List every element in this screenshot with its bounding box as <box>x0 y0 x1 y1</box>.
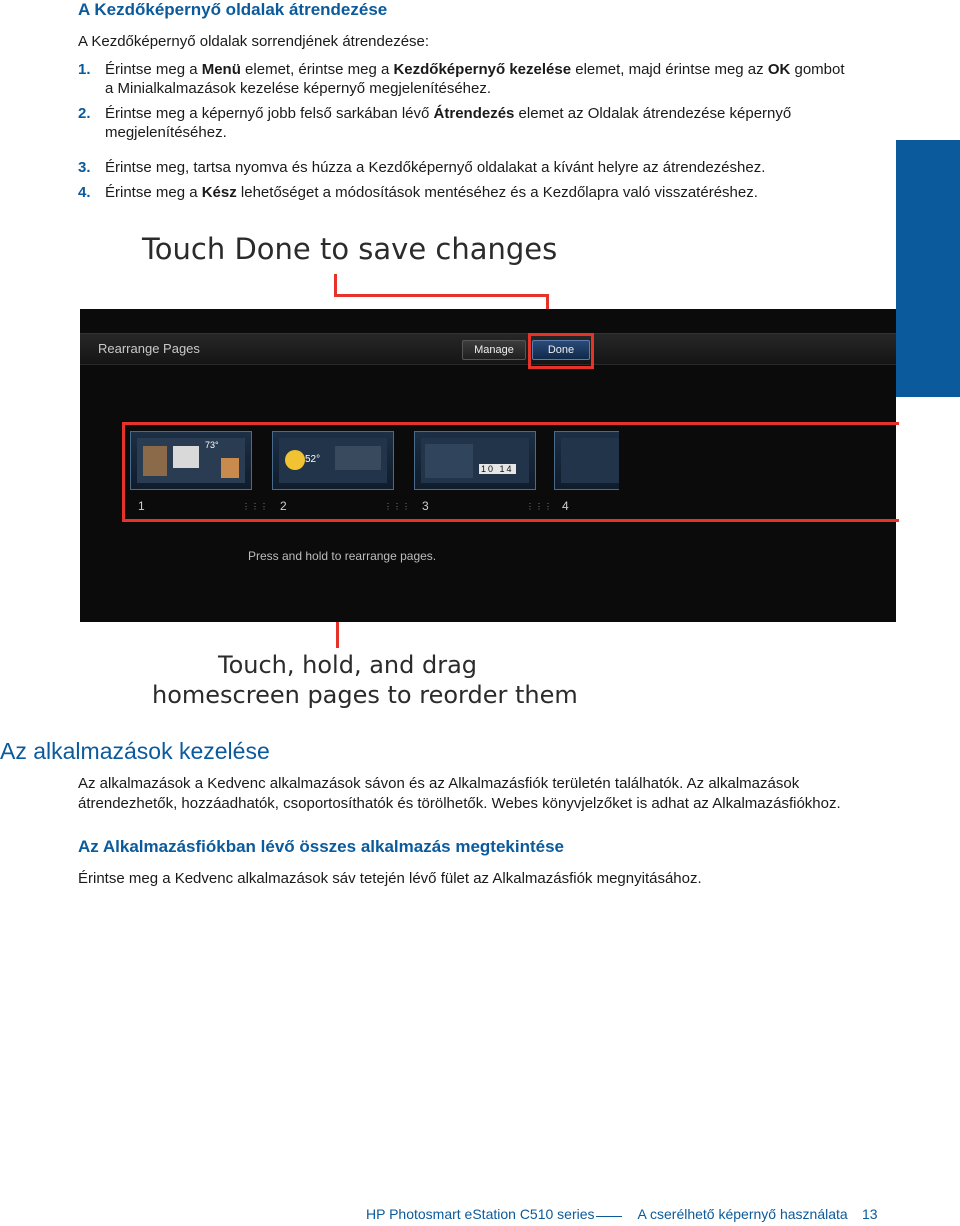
apps-paragraph: Az alkalmazások a Kedvenc alkalmazások sávon és az Alkalmazásfiók területén találhatók. Az alkalmazások átrendezhetők, hozzáadhatók, csoportosíthatók és törölhetők. Webes könyvjelzőket is adhat az Alkalmazásfiókhoz. <box>78 775 841 812</box>
page-number: 1 <box>138 499 145 513</box>
footer-dash <box>596 1216 622 1217</box>
calendar-widget <box>425 444 473 478</box>
screen-top-bar <box>80 333 896 365</box>
homescreen-page-4[interactable] <box>554 431 619 490</box>
apps-paragraph-2: Érintse meg a Kedvenc alkalmazások sáv tetején lévő fület az Alkalmazásfiók megnyitásához. <box>78 870 702 887</box>
page-number: 4 <box>562 499 569 513</box>
step-number: 4. <box>78 184 91 201</box>
clock-widget: 10 14 <box>481 464 514 474</box>
done-button[interactable]: Done <box>532 340 590 360</box>
sun-icon <box>285 450 305 470</box>
widget-thumb <box>335 446 381 470</box>
chapter-side-tab <box>896 140 960 397</box>
widget-thumb <box>173 446 199 468</box>
page-number: 13 <box>862 1206 878 1222</box>
step-text: Érintse meg a Menü elemet, érintse meg a Kezdőképernyő kezelése elemet, majd érintse meg az OK gombot a Minialkalmazások kezelése képernyő megjelenítéséhez. <box>105 61 845 97</box>
figure-bottom-caption-2: homescreen pages to reorder them <box>152 681 578 709</box>
widget-thumb <box>143 446 167 476</box>
callout-line <box>334 294 548 297</box>
rearrange-hint: Press and hold to rearrange pages. <box>248 549 437 563</box>
step-number: 1. <box>78 61 91 78</box>
step-text: Érintse meg, tartsa nyomva és húzza a Kezdőképernyő oldalakat a kívánt helyre az átrendezéshez. <box>105 159 766 176</box>
callout-line <box>334 274 337 296</box>
page-number: 2 <box>280 499 287 513</box>
figure-bottom-caption-1: Touch, hold, and drag <box>218 651 478 679</box>
apps-heading: Az alkalmazások kezelése <box>0 738 270 764</box>
page-footer <box>366 1206 878 1222</box>
homescreen-page-2[interactable] <box>272 431 394 490</box>
drag-handle-icon[interactable]: ⋮⋮⋮ <box>242 502 269 511</box>
page-number: 3 <box>422 499 429 513</box>
weather-temp: 52° <box>305 454 321 465</box>
step-number: 3. <box>78 159 91 176</box>
section-title: A Kezdőképernyő oldalak átrendezése <box>78 0 388 19</box>
device-screenshot <box>80 309 896 622</box>
drag-handle-icon[interactable]: ⋮⋮⋮ <box>526 502 553 511</box>
drag-handle-icon[interactable]: ⋮⋮⋮ <box>384 502 411 511</box>
temperature-label: 73° <box>205 440 219 450</box>
homescreen-page-1[interactable] <box>130 431 252 490</box>
done-highlight-box <box>528 333 594 369</box>
section-intro: A Kezdőképernyő oldalak sorrendjének átrendezése: <box>78 33 430 50</box>
step-text: Érintse meg a képernyő jobb felső sarkában lévő Átrendezés elemet az Oldalak átrendezése képernyő megjelenítéséhez. <box>105 105 792 141</box>
footer-product: HP Photosmart eStation C510 series <box>366 1206 595 1222</box>
screen-title: Rearrange Pages <box>98 341 200 356</box>
step-text: Érintse meg a Kész lehetőséget a módosítások mentéséhez és a Kezdőlapra való visszatéréshez. <box>105 184 758 201</box>
widget-thumb <box>221 458 239 478</box>
apps-subheading: Az Alkalmazásfiókban lévő összes alkalmazás megtekintése <box>78 837 564 856</box>
callout-line <box>336 622 339 648</box>
footer-chapter: A cserélhető képernyő használata <box>637 1206 848 1222</box>
homescreen-page-3[interactable] <box>414 431 536 490</box>
figure-top-caption: Touch Done to save changes <box>142 232 558 266</box>
step-number: 2. <box>78 105 91 122</box>
manage-button[interactable]: Manage <box>462 340 526 360</box>
